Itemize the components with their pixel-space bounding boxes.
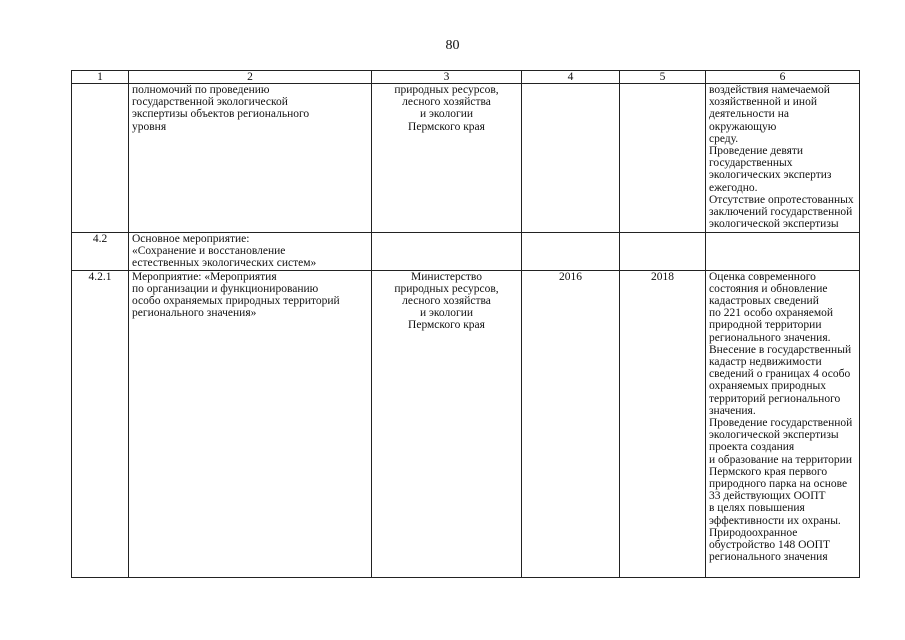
expected-result-cell: Оценка современного состояния и обновление кадастровых сведений по 221 особо охраняемой природной территории регионального значения. Внесение в государственный кадастр недвижимости сведений о границах 4 особо охраняемых природных территорий регионального значения. Проведение государственной экологической экспертизы проекта создания и образование на территории Пермского края первого природного парка на основе 33 действующих ООПТ в целях повышения эффективности их охраны. Природоохранное обустройство 148 ООПТ регионального значения (706, 270, 860, 577)
expected-result-cell (706, 233, 860, 271)
end-year-cell (620, 84, 706, 233)
table-row (72, 233, 860, 271)
executor-cell (372, 233, 522, 271)
executor-cell: Министерство природных ресурсов, лесного хозяйства и экологии Пермского края (372, 270, 522, 577)
header-row (72, 71, 860, 84)
start-year-cell (522, 84, 620, 233)
row-number-cell: 4.2.1 (72, 270, 129, 577)
start-year-cell: 2016 (522, 270, 620, 577)
column-header: 2 (129, 71, 372, 84)
program-table (71, 70, 860, 578)
executor-cell: природных ресурсов, лесного хозяйства и экологии Пермского края (372, 84, 522, 233)
table-row (72, 84, 860, 233)
row-number-cell: 4.2 (72, 233, 129, 271)
page-number: 80 (445, 38, 460, 53)
expected-result-cell: воздействия намечаемой хозяйственной и иной деятельности на окружающую среду. Проведение девяти государственных экологических экспертиз ежегодно. Отсутствие опротестованных заключений государственной экологической экспертизы (706, 84, 860, 233)
end-year-cell (620, 233, 706, 271)
column-header: 5 (620, 71, 706, 84)
column-header: 3 (372, 71, 522, 84)
row-number-cell (72, 84, 129, 233)
end-year-cell: 2018 (620, 270, 706, 577)
column-header: 1 (72, 71, 129, 84)
activity-name-cell: полномочий по проведению государственной экологической экспертизы объектов регионального уровня (129, 84, 372, 233)
activity-name-cell: Основное мероприятие: «Сохранение и восстановление естественных экологических систем» (129, 233, 372, 271)
table-row (72, 270, 860, 577)
column-header: 4 (522, 71, 620, 84)
start-year-cell (522, 233, 620, 271)
activity-name-cell: Мероприятие: «Мероприятия по организации и функционированию особо охраняемых природных территорий регионального значения» (129, 270, 372, 577)
column-header: 6 (706, 71, 860, 84)
